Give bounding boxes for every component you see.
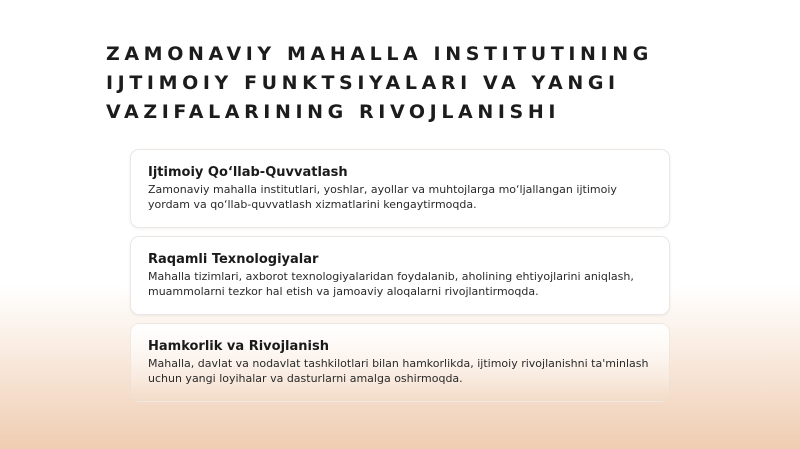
card-description: Zamonaviy mahalla institutlari, yoshlar, ayollar va muhtojlarga mo‘ljallangan ijtimoiy yordam va qo‘llab-quvvatlash xizmatlarini kengaytirmoqda. [148, 183, 617, 211]
card-cooperation-development [130, 323, 670, 402]
card-social-support [130, 149, 670, 228]
card-list [130, 149, 670, 410]
card-title: Ijtimoiy Qo‘llab-Quvvatlash [148, 165, 348, 180]
card-description: Mahalla tizimlari, axborot texnologiyalaridan foydalanib, aholining ehtiyojlarini aniqlash, muammolarni tezkor hal etish va jamoaviy aloqalarni rivojlantirmoqda. [148, 270, 634, 298]
slide-title: ZAMONAVIY MAHALLA INSTITUTINING IJTIMOIY FUNKTSIYALARI VA YANGI VAZIFALARINING RIVOJLANISHI [106, 43, 653, 123]
card-description: Mahalla, davlat va nodavlat tashkilotlari bilan hamkorlikda, ijtimoiy rivojlanishni ta'minlash uchun yangi loyihalar va dasturlarni amalga oshirmoqda. [148, 357, 649, 385]
card-title: Raqamli Texnologiyalar [148, 252, 319, 267]
card-digital-technologies [130, 236, 670, 315]
card-title: Hamkorlik va Rivojlanish [148, 339, 329, 354]
